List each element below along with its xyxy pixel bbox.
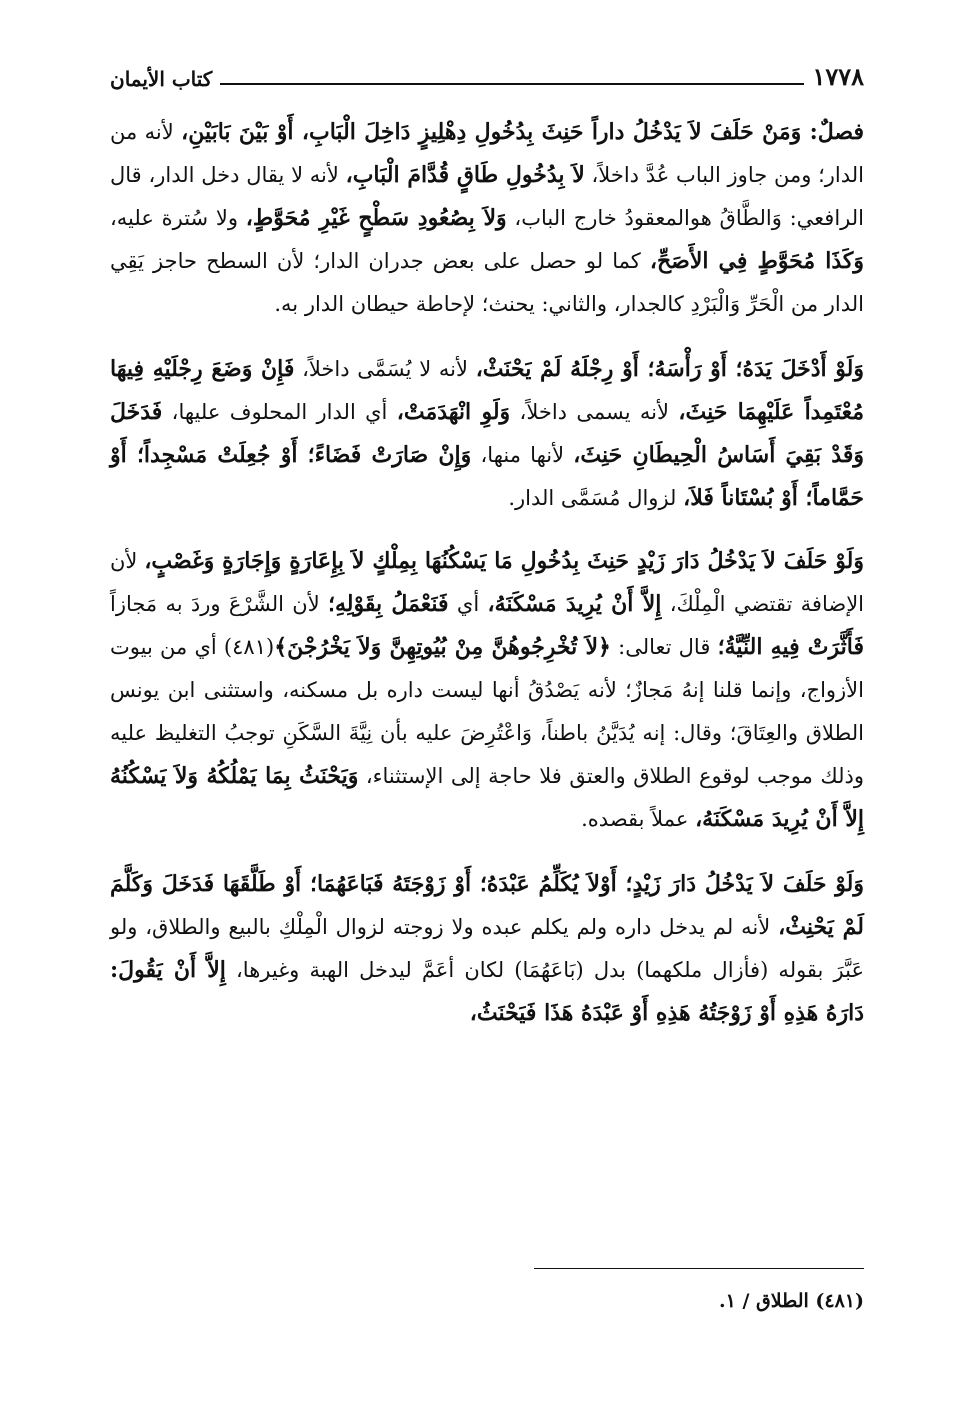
matn-text: ﴿لاَ تُخْرِجُوهُنَّ مِنْ بُيُوتِهِنَّ وَلاَ يَخْرُجْنَ﴾ [274, 634, 611, 660]
matn-text: إِلاَّ أَنْ يَقُولَ: دَارَهُ هَذِهِ أَوْ زَوْجَتُهُ هَذِهِ أَوْ عَبْدَهُ هَذَا فَيَحْنَثُ، [110, 957, 864, 1026]
matn-text: فصلٌ: وَمَنْ حَلَفَ لاَ يَدْخُلُ داراً حَنِثَ بِدُخُولِ دِهْلِيزٍ دَاخِلَ الْبَابِ، أَوْ بَيْنَ بَابَيْنِ، [181, 119, 864, 145]
commentary-text: لزوال مُسَمَّى الدار. [508, 486, 684, 510]
commentary-text: لأنه لم يدخل داره ولم يكلم عبده ولا زوجته لزوال الْمِلْكِ بالبيع والطلاق، ولو عَبَّرَ بقوله (فأزال ملكهما) بدل (بَاعَهُمَا) لكان أعَمَّ ليدخل الهبة وغيرها، [110, 915, 864, 982]
matn-text: وَإِنْ صَارَتْ فَضَاءً؛ أَوْ جُعِلَتْ مَسْجِداً؛ أَوْ حَمَّاماً؛ أَوْ بُسْتَاناً فَلاَ، [110, 442, 864, 511]
commentary-text: لأن الإضافة تقتضي الْمِلْكَ، [110, 549, 864, 616]
matn-text: وَكَذَا مُحَوَّطٍ فِي الأَصَحِّ، [649, 248, 864, 274]
commentary-text: أي الدار المحلوف عليها، [162, 400, 397, 424]
matn-text: وَيَحْنَثُ بِمَا يَمْلُكُهُ وَلاَ يَسْكُنُهُ إِلاَّ أَنْ يُرِيدَ مَسْكَنَهُ، [110, 763, 864, 832]
commentary-text: لأن الشَّرْعَ وردَ به مَجازاً [110, 592, 329, 616]
matn-text: وَلَوْ حَلَفَ لاَ يَدْخُلُ دَارَ زَيْدٍ حَنِثَ بِدُخُولِ مَا يَسْكُنُهَا بِمِلْكٍ لاَ بِإِعَارَةٍ وَإِجَارَةٍ وَغَصْبٍ، [144, 548, 864, 574]
matn-text: لاَ بِدُخُولِ طَاقٍ قُدَّامَ الْبَابِ، [345, 162, 585, 188]
commentary-text: أي [448, 592, 488, 616]
matn-text: فَإِنْ وَضَعَ رِجْلَيْهِ فِيهَا مُعْتَمِداً عَلَيْهِمَا حَنِثَ، [110, 356, 864, 425]
commentary-text: لأنه لا يُسَمَّى داخلاً، [294, 357, 476, 381]
matn-text: فَأَثَّرَتْ فِيهِ النِّيَّةُ؛ [717, 634, 865, 660]
page-header [110, 55, 864, 91]
paragraph [110, 111, 864, 326]
matn-text: وَلاَ بِصُعُودِ سَطْحٍ غَيْرِ مُحَوَّطٍ، [245, 205, 507, 231]
commentary-text: لأنها منها، [471, 443, 574, 467]
matn-text: فَدَخَلَ وَقَدْ بَقِيَ أَسَاسُ الْحِيطَانِ حَنِثَ، [110, 399, 864, 468]
paragraph [110, 348, 864, 520]
page-number: ١٧٧٨ [812, 62, 864, 91]
matn-text: إِلاَّ أَنْ يُرِيدَ مَسْكَنَهُ، [487, 591, 662, 617]
footnote: (٤٨١) الطلاق / ١. [719, 1290, 864, 1312]
commentary-text: لأنه يسمى داخلاً، [510, 400, 679, 424]
matn-text: فَنَعْمَلُ بِقَوْلِهِ؛ [328, 591, 449, 617]
matn-text: وَلَوْ أَدْخَلَ يَدَهُ؛ أَوْ رَأْسَهُ؛ أَوْ رِجْلَهُ لَمْ يَحْنَثْ، [475, 356, 864, 382]
main-text [110, 111, 864, 1035]
matn-text: وَلَوِ انْهَدَمَتْ، [396, 399, 511, 425]
paragraph [110, 540, 864, 841]
paragraph [110, 863, 864, 1035]
commentary-text: لأنه لا يقال دخل الدار، قال الرافعي: وَالطَّاقُ هوالمعقودُ خارج الباب، [110, 163, 865, 230]
commentary-text: كما لو حصل على بعض جدران الدار؛ لأن السطح حاجز يَقِي الدار من الْحَرِّ وَالْبَرْدِ كالجدار، والثاني: يحنث؛ لإحاطة حيطان الدار به. [110, 249, 864, 316]
footnote-divider [534, 1268, 864, 1269]
commentary-text: عملاً بقصده. [581, 807, 696, 831]
commentary-text: ولا سُترة عليه، [110, 206, 246, 230]
matn-text: وَلَوْ حَلَفَ لاَ يَدْخُلُ دَارَ زَيْدٍ؛ أَوْلاَ يُكَلِّمُ عَبْدَهُ؛ أَوْ زَوْجَتَهُ فَبَاعَهُمَا؛ أَوْ طَلَّقَهَا فَدَخَلَ وَكَلَّمَ لَمْ يَحْنِثْ، [110, 871, 864, 940]
commentary-text: (٤٨١) أي من بيوت الأزواج، وإنما قلنا إنهُ مَجازٌ؛ لأنه يَصْدُقُ أنها ليست داره بل مسكنه، واستثنى ابن يونس الطلاق والعِتَاقَ؛ وقال: إنه يُدَيَّنُ باطناً، وَاعْتُرِضَ عليه بأن نِيَّةَ السَّكَنِ توجبُ التغليظ عليه وذلك موجب لوقوع الطلاق والعتق فلا حاجة إلى الإستثناء، [110, 635, 864, 788]
running-title: كتاب الأيمان [110, 67, 213, 91]
header-rule [220, 83, 804, 85]
commentary-text: لأنه من الدار؛ ومن جاوز الباب عُدَّ داخلاً، [110, 120, 864, 187]
commentary-text: قال تعالى: [610, 635, 718, 659]
